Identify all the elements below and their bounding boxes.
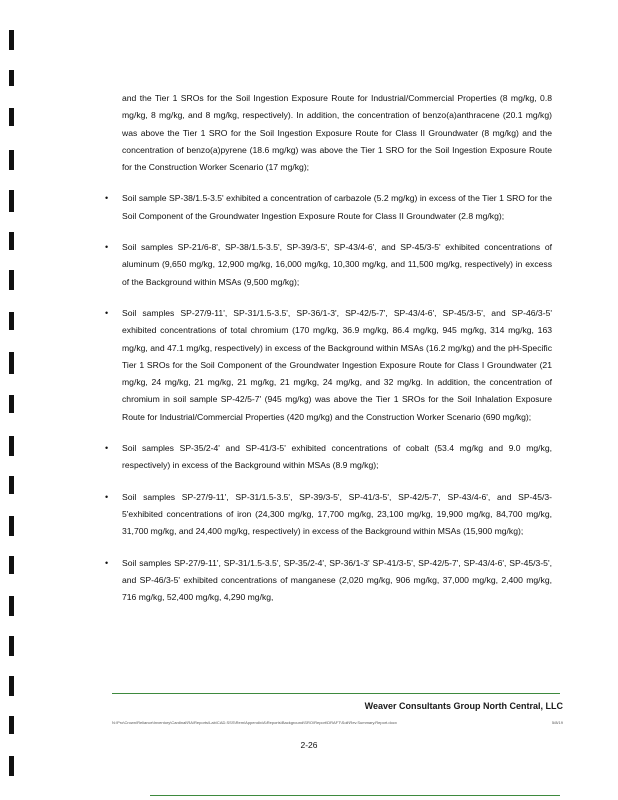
binding-mark	[9, 190, 14, 212]
bullet-icon: •	[105, 443, 109, 454]
binding-mark	[9, 676, 14, 696]
list-item	[105, 305, 552, 426]
binding-mark	[9, 150, 14, 170]
list-item	[105, 190, 552, 225]
list-item-text: Soil samples SP-21/6-8', SP-38/1.5-3.5', SP-39/3-5', SP-43/4-6', and SP-45/3-5' exhibited concentrations of aluminum (9,650 mg/kg, 12,900 mg/kg, 16,000 mg/kg, 10,300 mg/kg, and 11,500 mg/kg, respectively) in excess of the Background within MSAs (9,500 mg/kg);	[122, 242, 552, 287]
binding-mark	[9, 476, 14, 494]
binding-mark	[9, 716, 14, 734]
binding-mark	[9, 232, 14, 250]
binding-marks	[0, 0, 20, 800]
document-body	[105, 90, 552, 620]
bullet-icon: •	[105, 307, 109, 318]
binding-mark	[9, 756, 14, 776]
binding-mark	[9, 108, 14, 126]
list-item	[105, 489, 552, 541]
footer-file-path	[112, 720, 563, 725]
binding-mark	[9, 30, 14, 50]
list-item-text: Soil samples SP-35/2-4' and SP-41/3-5' exhibited concentrations of cobalt (53.4 mg/kg and 9.0 mg/kg, respectively) in excess of the Background within MSAs (8.9 mg/kg);	[122, 443, 552, 471]
list-item-text: Soil sample SP-38/1.5-3.5' exhibited a concentration of carbazole (5.2 mg/kg) in excess of the Tier 1 SRO for the Soil Component of the Groundwater Ingestion Exposure Route for Class II Groundwater (2.8 mg/kg);	[122, 193, 552, 221]
binding-mark	[9, 596, 14, 616]
intro-paragraph: and the Tier 1 SROs for the Soil Ingestion Exposure Route for Industrial/Commercial Properties (8 mg/kg, 0.8 mg/kg, 8 mg/kg, and 8 mg/kg, respectively). In addition, the concentration of benzo(a)anthracene (20.1 mg/kg) was above the Tier 1 SRO for the Soil Ingestion Exposure Route for Class II Groundwater (8 mg/kg) and the concentration of benzo(a)pyrene (18.6 mg/kg) was above the Tier 1 SRO for the Soil Ingestion Exposure Route for the Construction Worker Scenario (17 mg/kg);	[122, 93, 552, 173]
bullet-icon: •	[105, 193, 109, 204]
binding-mark	[9, 312, 14, 330]
list-item-text: Soil samples SP-27/9-11', SP-31/1.5-3.5', SP-35/2-4', SP-36/1-3' SP-41/3-5', SP-42/5-7', SP-43/4-6', SP-45/3-5', and SP-46/3-5' exhibited concentrations of manganese (2,020 mg/kg, 906 mg/kg, 37,000 mg/kg, 2,400 mg/kg, 716 mg/kg, 52,400 mg/kg, 4,290 mg/kg,	[122, 557, 552, 603]
list-item	[105, 555, 552, 607]
list-item	[105, 440, 552, 475]
binding-mark	[9, 516, 14, 536]
list-item-text: Soil samples SP-27/9-11', SP-31/1.5-3.5', SP-39/3-5', SP-41/3-5', SP-42/5-7', SP-43/4-6', and SP-45/3-5'exhibited concentrations of iron (24,300 mg/kg, 17,700 mg/kg, 23,100 mg/kg, 19,900 mg/kg, 84,700 mg/kg, 31,700 mg/kg, and 24,400 mg/kg, respectively) in excess of the Background within MSAs (15,900 mg/kg);	[122, 491, 552, 537]
bullet-icon: •	[105, 242, 109, 253]
bullet-icon: •	[105, 557, 109, 568]
binding-mark	[9, 395, 14, 413]
list-item	[105, 239, 552, 291]
binding-mark	[9, 636, 14, 656]
bullet-icon: •	[105, 491, 109, 502]
binding-mark	[9, 70, 14, 86]
footer-date: 5/8/19	[551, 720, 563, 725]
footer-divider	[112, 693, 560, 694]
bottom-divider	[150, 795, 560, 796]
list-item-text: Soil samples SP-27/9-11', SP-31/1.5-3.5', SP-36/1-3', SP-42/5-7', SP-43/4-6', SP-45/3-5', and SP-46/3-5' exhibited concentrations of total chromium (170 mg/kg, 36.9 mg/kg, 86.4 mg/kg, 945 mg/kg, 314 mg/kg, 163 mg/kg, and 47.1 mg/kg, respectively) in excess of the Background within MSAs (16.2 mg/kg) and the pH-Specific Tier 1 SROs for the Soil Component of the Groundwater Ingestion Exposure Route for Class I Groundwater (21 mg/kg, 24 mg/kg, 21 mg/kg, 21 mg/kg, 21 mg/kg, 24 mg/kg, and 32 mg/kg. In addition, the concentration of chromium in soil sample SP-42/5-7' (945 mg/kg) was above the Tier 1 SROs for the Soil Inhalation Exposure Route for Industrial/Commercial Properties (420 mg/kg) and the Construction Worker Scenario (690 mg/kg);	[122, 307, 552, 422]
binding-mark	[9, 270, 14, 290]
file-path-text: N:\Pro\Crown\Reliance\Inventory\Cardinal\RA\Reports\Lab\CAD.SSS\Rem\Appendix\A\Reports\Background\SRO\Report\DRAFT\Soil\Rev.Summary.Report.docx	[112, 720, 397, 725]
footer-company-name: Weaver Consultants Group North Central, LLC	[364, 701, 563, 711]
binding-mark	[9, 352, 14, 374]
bullet-list	[105, 190, 552, 606]
binding-mark	[9, 436, 14, 456]
page-number: 2-26	[300, 740, 318, 750]
binding-mark	[9, 556, 14, 574]
